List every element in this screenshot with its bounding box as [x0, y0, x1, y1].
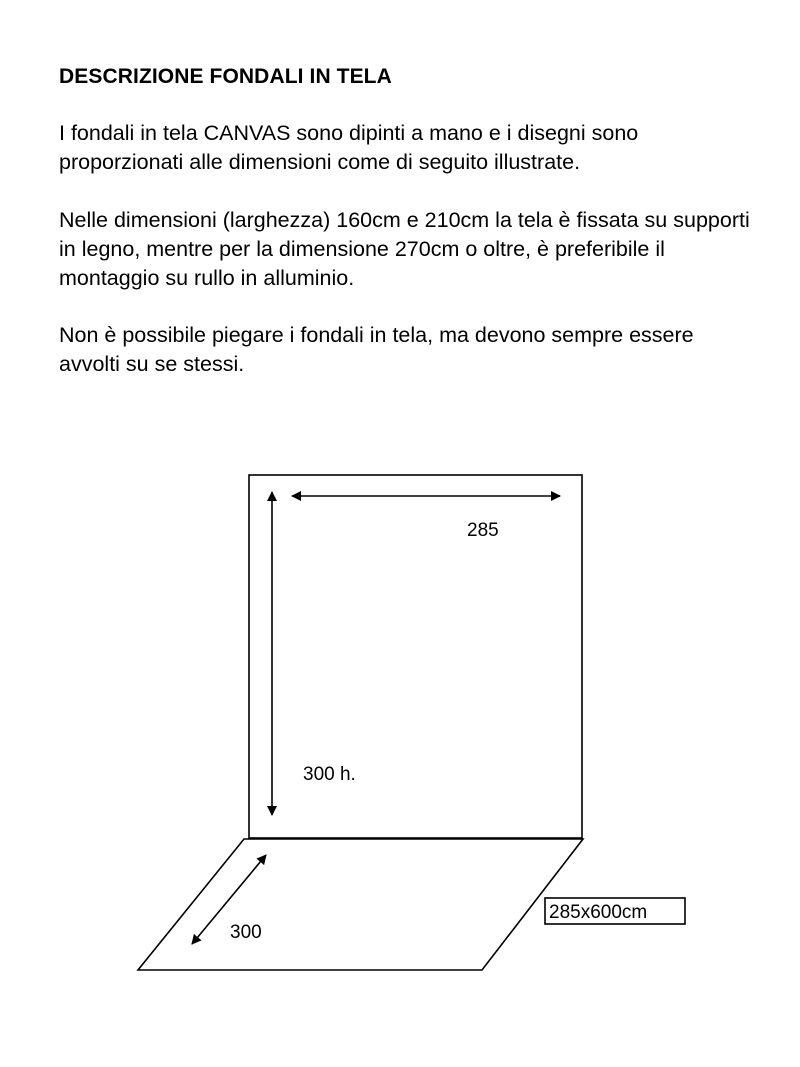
depth-label: 300	[230, 922, 262, 943]
paragraph-mounting-info: Nelle dimensioni (larghezza) 160cm e 210cm la tela è fissata su supporti in legno, mentre per la dimensione 270cm o oltre, è preferibile il montaggio su rullo in alluminio.	[59, 208, 750, 290]
width-label: 285	[467, 520, 499, 541]
backdrop-floor-panel	[138, 839, 583, 970]
backdrop-dimension-diagram	[0, 440, 800, 1000]
paragraph-folding-warning: Non è possibile piegare i fondali in tela, ma devono sempre essere avvolti su se stessi.	[59, 323, 694, 376]
size-label: 285x600cm	[549, 902, 648, 923]
height-label: 300 h.	[303, 764, 356, 785]
paragraph-canvas-description: I fondali in tela CANVAS sono dipinti a mano e i disegni sono proporzionati alle dimensioni come di seguito illustrate.	[59, 121, 639, 174]
document-title: DESCRIZIONE FONDALI IN TELA	[59, 65, 392, 88]
backdrop-vertical-panel	[249, 475, 582, 838]
